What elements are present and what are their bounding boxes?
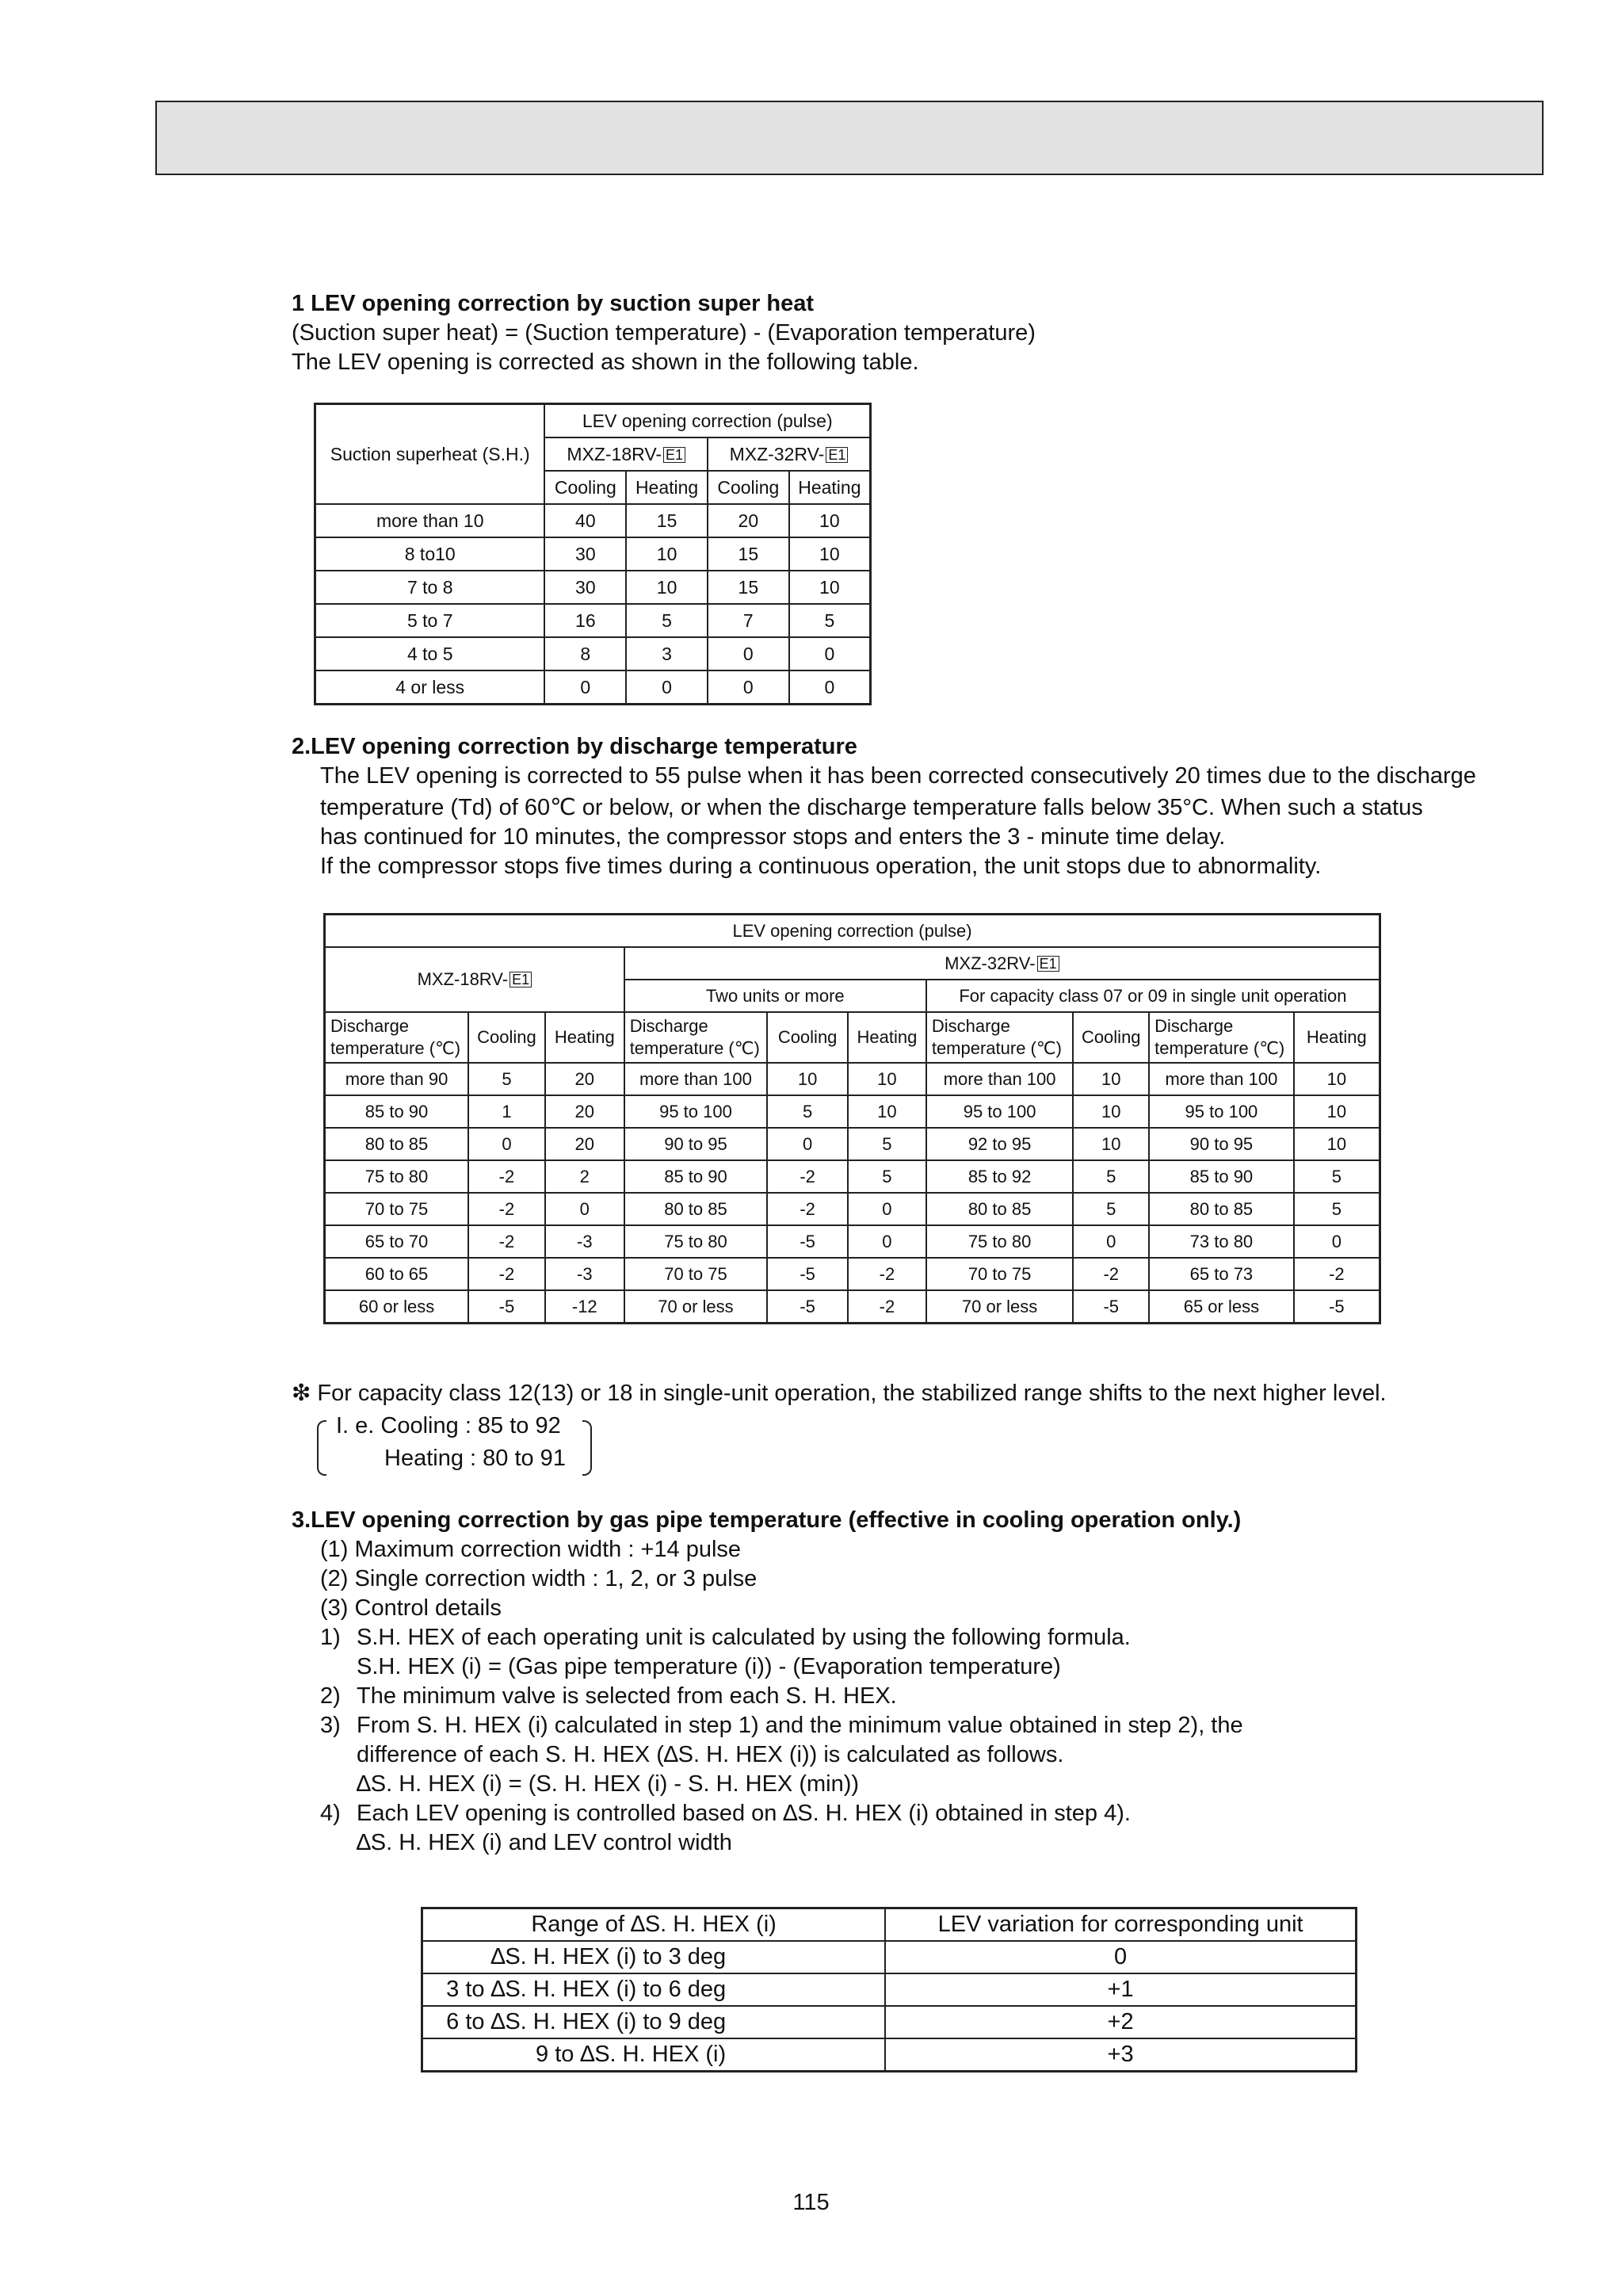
t1-row-label-header: Suction superheat (S.H.) — [315, 404, 545, 505]
t2-cell-a_h: 20 — [545, 1095, 624, 1128]
t1-cooling-a: Cooling — [544, 471, 626, 504]
t2-cell-a_c: 5 — [468, 1063, 545, 1095]
t2-disc-d: Discharge temperature (℃) — [1149, 1012, 1294, 1063]
t2-cell-b_c: -2 — [767, 1160, 848, 1193]
table-row — [325, 1160, 1380, 1193]
t3-col2-header: LEV variation for corresponding unit — [885, 1908, 1356, 1942]
t1-cell-a_h: 15 — [626, 504, 708, 537]
table-row — [315, 504, 871, 537]
note-line2: I. e. Cooling : 85 to 92 — [336, 1413, 561, 1438]
step-number: 2) — [320, 1683, 341, 1709]
t2-cell-c_t: 85 to 92 — [926, 1160, 1074, 1193]
table-row — [315, 571, 871, 604]
t2-cell-d_t: 65 to 73 — [1149, 1258, 1294, 1290]
t2-cell-a_t: 75 to 80 — [325, 1160, 469, 1193]
t2-cell-b_h: 10 — [848, 1063, 926, 1095]
t2-cell-b_h: 5 — [848, 1128, 926, 1160]
t3-cell-value: +1 — [885, 1973, 1356, 2006]
t1-cell-b_h: 10 — [789, 571, 871, 604]
step-line — [320, 1828, 1243, 1858]
t2-cell-a_c: 1 — [468, 1095, 545, 1128]
t1-cell-a_h: 0 — [626, 670, 708, 705]
step-text: ∆S. H. HEX (i) and LEV control width — [357, 1830, 732, 1855]
t3-cell-range: 9 to ∆S. H. HEX (i) — [422, 2038, 886, 2072]
t1-cell-a_h: 3 — [626, 637, 708, 670]
t2-cell-b_t: 90 to 95 — [624, 1128, 768, 1160]
table-row — [325, 1225, 1380, 1258]
t2-cell-c_c: 5 — [1073, 1160, 1149, 1193]
section3-title: 3.LEV opening correction by gas pipe temperature (effective in cooling operation only.) — [292, 1507, 1242, 1533]
table-row — [315, 604, 871, 637]
t1-cell-a_h: 5 — [626, 604, 708, 637]
section1-title: 1 LEV opening correction by suction super heat — [292, 291, 815, 316]
t2-cell-a_t: 65 to 70 — [325, 1225, 469, 1258]
t2-disc-a: Discharge temperature (℃) — [325, 1012, 469, 1063]
t2-cell-d_h: -5 — [1294, 1290, 1380, 1324]
t2-heating-b: Heating — [848, 1012, 926, 1063]
step-text: difference of each S. H. HEX (∆S. H. HEX (i)) is calculated as follows. — [357, 1742, 1064, 1767]
t2-cell-c_c: 10 — [1073, 1095, 1149, 1128]
t1-cell-label: 7 to 8 — [315, 571, 545, 604]
t2-cell-b_h: -2 — [848, 1258, 926, 1290]
t3-col1-header: Range of ∆S. H. HEX (i) — [422, 1908, 886, 1942]
t2-disc-c: Discharge temperature (℃) — [926, 1012, 1074, 1063]
t2-cell-a_c: -2 — [468, 1193, 545, 1225]
t2-cooling-c: Cooling — [1073, 1012, 1149, 1063]
t1-cell-label: 8 to10 — [315, 537, 545, 571]
t1-cell-b_h: 10 — [789, 504, 871, 537]
t1-cell-b_h: 10 — [789, 537, 871, 571]
t1-cell-b_c: 15 — [708, 571, 789, 604]
t2-cell-c_t: 95 to 100 — [926, 1095, 1074, 1128]
t2-cell-d_t: 73 to 80 — [1149, 1225, 1294, 1258]
e1-badge: E1 — [509, 972, 532, 988]
item-1: (1) Maximum correction width : +14 pulse — [320, 1537, 742, 1562]
t2-cell-c_t: 80 to 85 — [926, 1193, 1074, 1225]
t2-cell-b_t: more than 100 — [624, 1063, 768, 1095]
t2-cell-b_t: 70 to 75 — [624, 1258, 768, 1290]
t1-cell-b_h: 0 — [789, 670, 871, 705]
t2-cell-d_t: 85 to 90 — [1149, 1160, 1294, 1193]
step-text: ∆S. H. HEX (i) = (S. H. HEX (i) - S. H. HEX (min)) — [357, 1771, 860, 1797]
t2-cell-c_c: 10 — [1073, 1128, 1149, 1160]
t3-cell-range: 6 to ∆S. H. HEX (i) to 9 deg — [422, 2006, 886, 2038]
table-row — [422, 1973, 1357, 2006]
table-row — [325, 1258, 1380, 1290]
table-row — [325, 1095, 1380, 1128]
step-number: 3) — [320, 1713, 341, 1738]
t3-cell-value: +2 — [885, 2006, 1356, 2038]
t2-cell-d_h: 5 — [1294, 1160, 1380, 1193]
t2-disc-b: Discharge temperature (℃) — [624, 1012, 768, 1063]
t2-cell-a_h: -3 — [545, 1258, 624, 1290]
t2-cell-a_h: 20 — [545, 1063, 624, 1095]
t2-cell-b_h: 0 — [848, 1193, 926, 1225]
bracket-right — [582, 1420, 592, 1476]
t2-cell-b_c: 0 — [767, 1128, 848, 1160]
table-row — [325, 1128, 1380, 1160]
t2-cell-b_c: 5 — [767, 1095, 848, 1128]
t3-cell-range: 3 to ∆S. H. HEX (i) to 6 deg — [422, 1973, 886, 2006]
t1-cell-a_h: 10 — [626, 537, 708, 571]
header-banner — [155, 101, 1544, 175]
t2-cell-a_t: more than 90 — [325, 1063, 469, 1095]
t2-cell-a_c: 0 — [468, 1128, 545, 1160]
t1-cell-a_c: 8 — [544, 637, 626, 670]
t2-cell-c_t: 75 to 80 — [926, 1225, 1074, 1258]
t1-cell-label: 5 to 7 — [315, 604, 545, 637]
t2-cell-d_t: 95 to 100 — [1149, 1095, 1294, 1128]
step-number: 4) — [320, 1801, 341, 1826]
t2-cell-c_c: 5 — [1073, 1193, 1149, 1225]
note-line1: ❇ For capacity class 12(13) or 18 in single-unit operation, the stabilized range shifts to the next higher level. — [292, 1381, 1387, 1406]
step-number — [320, 1828, 357, 1858]
t1-cell-label: 4 or less — [315, 670, 545, 705]
t1-cell-b_c: 20 — [708, 504, 789, 537]
step-text: S.H. HEX (i) = (Gas pipe temperature (i)) - (Evaporation temperature) — [357, 1654, 1061, 1679]
t2-cell-d_h: 10 — [1294, 1128, 1380, 1160]
section3-items — [320, 1535, 757, 1623]
step-text: From S. H. HEX (i) calculated in step 1) and the minimum value obtained in step 2), the — [357, 1713, 1243, 1738]
t2-cell-c_c: 10 — [1073, 1063, 1149, 1095]
table-row — [325, 1290, 1380, 1324]
t2-cell-a_t: 70 to 75 — [325, 1193, 469, 1225]
step-text: S.H. HEX of each operating unit is calculated by using the following formula. — [357, 1625, 1131, 1650]
t1-cell-a_h: 10 — [626, 571, 708, 604]
step-line — [320, 1652, 1243, 1682]
t1-cell-b_c: 0 — [708, 670, 789, 705]
t2-cell-c_t: 70 or less — [926, 1290, 1074, 1324]
step-line — [320, 1740, 1243, 1770]
t2-cell-d_t: more than 100 — [1149, 1063, 1294, 1095]
t2-group1: Two units or more — [624, 980, 926, 1012]
t2-cell-a_h: 2 — [545, 1160, 624, 1193]
t1-cell-b_c: 15 — [708, 537, 789, 571]
t2-cell-b_t: 95 to 100 — [624, 1095, 768, 1128]
t2-cell-d_h: 10 — [1294, 1095, 1380, 1128]
t1-heating-b: Heating — [789, 471, 871, 504]
t1-cooling-b: Cooling — [708, 471, 789, 504]
t2-cell-b_t: 80 to 85 — [624, 1193, 768, 1225]
page-number: 115 — [792, 2190, 830, 2215]
t2-cell-b_t: 85 to 90 — [624, 1160, 768, 1193]
section2-line3: has continued for 10 minutes, the compressor stops and enters the 3 - minute time delay. — [320, 824, 1226, 850]
t2-cell-b_c: -5 — [767, 1225, 848, 1258]
t2-cell-c_c: -5 — [1073, 1290, 1149, 1324]
t2-cell-a_h: -3 — [545, 1225, 624, 1258]
t2-cell-b_c: -5 — [767, 1290, 848, 1324]
t1-cell-a_c: 30 — [544, 571, 626, 604]
table-row — [422, 2006, 1357, 2038]
t1-model-b: MXZ-32RV- E1 — [708, 437, 871, 471]
step-number — [320, 1652, 357, 1682]
t2-cell-b_t: 70 or less — [624, 1290, 768, 1324]
t2-model-a: MXZ-18RV- E1 — [325, 947, 624, 1012]
table-row — [315, 637, 871, 670]
table-row — [315, 537, 871, 571]
t1-heating-a: Heating — [626, 471, 708, 504]
step-line — [320, 1623, 1243, 1652]
section2-line1: The LEV opening is corrected to 55 pulse when it has been corrected consecutively 20 times due to the discharge — [320, 763, 1476, 789]
t1-cell-b_h: 0 — [789, 637, 871, 670]
t2-cell-b_c: 10 — [767, 1063, 848, 1095]
t2-heating-d: Heating — [1294, 1012, 1380, 1063]
item-3: (3) Control details — [320, 1595, 502, 1621]
section1-line1: (Suction super heat) = (Suction temperature) - (Evaporation temperature) — [292, 320, 1036, 346]
step-line — [320, 1711, 1243, 1740]
bracket-left — [317, 1420, 326, 1476]
t2-cell-d_t: 80 to 85 — [1149, 1193, 1294, 1225]
lev-control-width-table — [421, 1907, 1357, 2073]
t2-cell-c_t: 92 to 95 — [926, 1128, 1074, 1160]
t2-cell-a_t: 85 to 90 — [325, 1095, 469, 1128]
t3-cell-value: +3 — [885, 2038, 1356, 2072]
t2-cell-c_c: 0 — [1073, 1225, 1149, 1258]
e1-badge: E1 — [663, 447, 685, 463]
table-row — [325, 1193, 1380, 1225]
t2-cell-d_t: 65 or less — [1149, 1290, 1294, 1324]
t2-cooling-b: Cooling — [767, 1012, 848, 1063]
t2-cell-c_c: -2 — [1073, 1258, 1149, 1290]
t2-cell-a_c: -2 — [468, 1225, 545, 1258]
t2-cell-d_h: 10 — [1294, 1063, 1380, 1095]
t3-cell-value: 0 — [885, 1941, 1356, 1973]
t2-cell-a_h: 20 — [545, 1128, 624, 1160]
t2-cell-b_t: 75 to 80 — [624, 1225, 768, 1258]
t2-group2: For capacity class 07 or 09 in single unit operation — [926, 980, 1380, 1012]
t1-cell-b_c: 0 — [708, 637, 789, 670]
t1-cell-label: 4 to 5 — [315, 637, 545, 670]
section3-steps — [320, 1623, 1243, 1858]
step-text: The minimum valve is selected from each S. H. HEX. — [357, 1683, 897, 1709]
step-line — [320, 1682, 1243, 1711]
t2-cell-c_t: more than 100 — [926, 1063, 1074, 1095]
section2-line4: If the compressor stops five times during a continuous operation, the unit stops due to abnormality. — [320, 854, 1322, 879]
step-line — [320, 1799, 1243, 1828]
t2-cell-a_h: -12 — [545, 1290, 624, 1324]
t1-cell-a_c: 40 — [544, 504, 626, 537]
step-number — [320, 1740, 357, 1770]
t1-header-main: LEV opening correction (pulse) — [544, 404, 870, 438]
t2-cell-b_h: -2 — [848, 1290, 926, 1324]
t1-cell-label: more than 10 — [315, 504, 545, 537]
discharge-temperature-table — [323, 913, 1381, 1324]
step-text: Each LEV opening is controlled based on ∆S. H. HEX (i) obtained in step 4). — [357, 1801, 1131, 1826]
t2-cell-d_t: 90 to 95 — [1149, 1128, 1294, 1160]
t2-cell-a_t: 80 to 85 — [325, 1128, 469, 1160]
t2-cell-d_h: 5 — [1294, 1193, 1380, 1225]
t2-cooling-a: Cooling — [468, 1012, 545, 1063]
t2-cell-a_t: 60 or less — [325, 1290, 469, 1324]
t1-model-a: MXZ-18RV- E1 — [544, 437, 708, 471]
table-row — [325, 1063, 1380, 1095]
item-2: (2) Single correction width : 1, 2, or 3 pulse — [320, 1566, 758, 1591]
t2-model-b: MXZ-32RV- E1 — [624, 947, 1380, 980]
t1-cell-a_c: 16 — [544, 604, 626, 637]
t2-cell-a_h: 0 — [545, 1193, 624, 1225]
t2-cell-a_c: -2 — [468, 1160, 545, 1193]
t1-cell-a_c: 0 — [544, 670, 626, 705]
t2-cell-b_h: 0 — [848, 1225, 926, 1258]
note-line3: Heating : 80 to 91 — [384, 1446, 566, 1471]
step-number — [320, 1770, 357, 1799]
t2-cell-c_t: 70 to 75 — [926, 1258, 1074, 1290]
section2-line2: temperature (Td) of 60℃ or below, or when the discharge temperature falls below 35°C. When such a status — [320, 795, 1423, 820]
table-row — [422, 1941, 1357, 1973]
t2-cell-b_c: -5 — [767, 1258, 848, 1290]
step-line — [320, 1770, 1243, 1799]
section1-line2: The LEV opening is corrected as shown in the following table. — [292, 350, 919, 375]
t2-cell-b_h: 5 — [848, 1160, 926, 1193]
t1-cell-b_c: 7 — [708, 604, 789, 637]
t3-cell-range: ∆S. H. HEX (i) to 3 deg — [422, 1941, 886, 1973]
t2-cell-a_t: 60 to 65 — [325, 1258, 469, 1290]
step-number: 1) — [320, 1625, 341, 1650]
t2-header-main: LEV opening correction (pulse) — [325, 915, 1380, 948]
table-row — [315, 670, 871, 705]
t1-cell-b_h: 5 — [789, 604, 871, 637]
e1-badge: E1 — [826, 447, 848, 463]
t2-cell-b_c: -2 — [767, 1193, 848, 1225]
t2-cell-d_h: -2 — [1294, 1258, 1380, 1290]
table-row — [422, 2038, 1357, 2072]
t2-heating-a: Heating — [545, 1012, 624, 1063]
suction-superheat-table — [314, 403, 872, 705]
t2-cell-a_c: -5 — [468, 1290, 545, 1324]
t1-cell-a_c: 30 — [544, 537, 626, 571]
t2-cell-a_c: -2 — [468, 1258, 545, 1290]
t2-cell-d_h: 0 — [1294, 1225, 1380, 1258]
t2-cell-b_h: 10 — [848, 1095, 926, 1128]
e1-badge: E1 — [1037, 956, 1059, 972]
section2-title: 2.LEV opening correction by discharge temperature — [292, 734, 857, 759]
